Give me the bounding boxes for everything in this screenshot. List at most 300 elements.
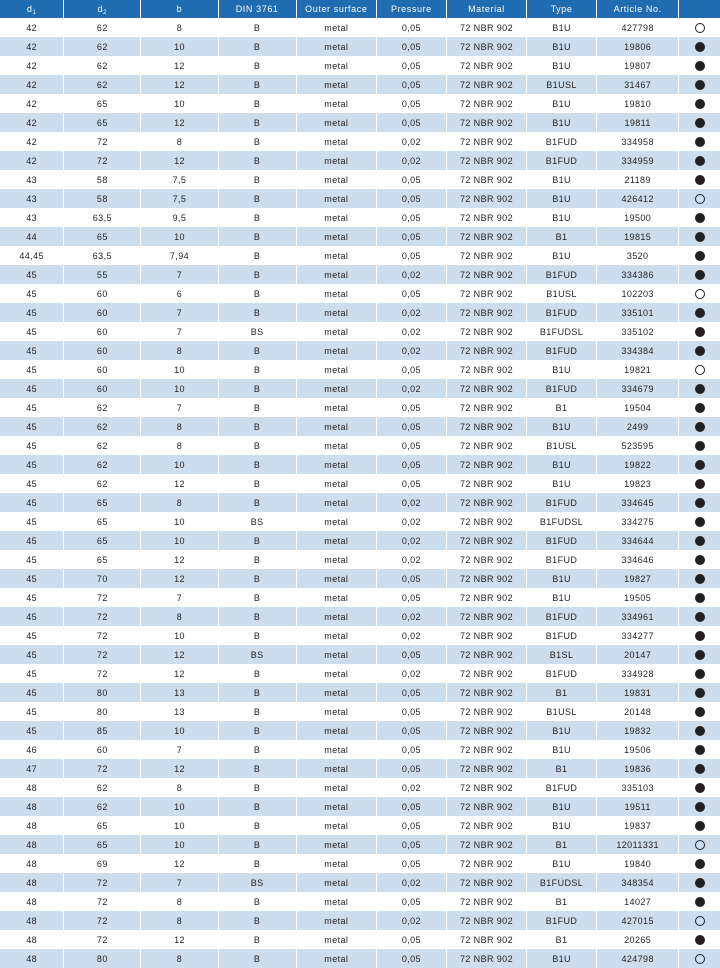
availability-indicator [679,417,720,436]
availability-dot-icon [695,327,705,337]
table-row[interactable] [0,854,720,873]
cell-b: 12 [141,151,218,170]
cell-outer: metal [296,455,376,474]
cell-pressure: 0,02 [376,132,446,151]
table-row[interactable] [0,18,720,37]
cell-d2: 60 [64,360,141,379]
cell-din: B [218,816,296,835]
cell-d2: 65 [64,94,141,113]
cell-b: 10 [141,379,218,398]
cell-type: B1U [527,94,597,113]
table-row[interactable] [0,626,720,645]
cell-material: 72 NBR 902 [446,816,526,835]
cell-d2: 65 [64,531,141,550]
table-row[interactable] [0,911,720,930]
cell-d2: 62 [64,474,141,493]
table-row[interactable] [0,151,720,170]
table-row[interactable] [0,512,720,531]
cell-type: B1USL [527,702,597,721]
cell-material: 72 NBR 902 [446,208,526,227]
availability-indicator [679,873,720,892]
cell-din: B [218,284,296,303]
cell-d2: 60 [64,379,141,398]
availability-dot-icon [695,118,705,128]
cell-outer: metal [296,341,376,360]
cell-din: B [218,474,296,493]
cell-d1: 42 [0,151,64,170]
table-row[interactable] [0,436,720,455]
table-row[interactable] [0,265,720,284]
cell-d2: 62 [64,18,141,37]
cell-d2: 60 [64,303,141,322]
cell-d1: 48 [0,930,64,949]
availability-indicator [679,911,720,930]
availability-dot-icon [695,42,705,52]
cell-din: B [218,417,296,436]
cell-material: 72 NBR 902 [446,113,526,132]
cell-pressure: 0,05 [376,56,446,75]
table-row[interactable] [0,702,720,721]
table-row[interactable] [0,170,720,189]
cell-article: 19822 [597,455,679,474]
availability-dot-icon [695,384,705,394]
cell-material: 72 NBR 902 [446,227,526,246]
availability-dot-icon [695,289,705,299]
cell-d2: 58 [64,189,141,208]
cell-d1: 45 [0,455,64,474]
table-row[interactable] [0,37,720,56]
cell-pressure: 0,05 [376,645,446,664]
table-row[interactable] [0,360,720,379]
cell-article: 2499 [597,417,679,436]
table-row[interactable] [0,892,720,911]
cell-b: 7 [141,398,218,417]
cell-type: B1 [527,892,597,911]
table-row[interactable] [0,588,720,607]
cell-b: 8 [141,607,218,626]
availability-dot-icon [695,365,705,375]
availability-indicator [679,816,720,835]
cell-material: 72 NBR 902 [446,512,526,531]
cell-d1: 47 [0,759,64,778]
availability-indicator [679,75,720,94]
table-row[interactable] [0,189,720,208]
cell-article: 427798 [597,18,679,37]
cell-din: B [218,493,296,512]
table-row[interactable] [0,132,720,151]
availability-dot-icon [695,631,705,641]
cell-article: 348354 [597,873,679,892]
cell-pressure: 0,05 [376,892,446,911]
cell-d1: 45 [0,303,64,322]
table-row[interactable] [0,797,720,816]
cell-article: 20147 [597,645,679,664]
cell-din: BS [218,322,296,341]
availability-indicator [679,37,720,56]
cell-article: 19836 [597,759,679,778]
cell-d1: 45 [0,436,64,455]
table-row[interactable] [0,949,720,968]
cell-d1: 43 [0,208,64,227]
availability-dot-icon [695,80,705,90]
table-row[interactable] [0,417,720,436]
cell-d2: 65 [64,816,141,835]
cell-material: 72 NBR 902 [446,607,526,626]
cell-pressure: 0,05 [376,455,446,474]
cell-material: 72 NBR 902 [446,702,526,721]
table-row[interactable] [0,208,720,227]
table-row[interactable] [0,721,720,740]
cell-type: B1U [527,474,597,493]
cell-material: 72 NBR 902 [446,132,526,151]
cell-material: 72 NBR 902 [446,75,526,94]
cell-b: 13 [141,702,218,721]
cell-d2: 60 [64,341,141,360]
cell-din: B [218,227,296,246]
cell-d2: 62 [64,37,141,56]
cell-type: B1U [527,56,597,75]
cell-article: 19504 [597,398,679,417]
cell-article: 19811 [597,113,679,132]
cell-b: 6 [141,284,218,303]
cell-type: B1FUDSL [527,873,597,892]
table-row[interactable] [0,531,720,550]
cell-material: 72 NBR 902 [446,759,526,778]
table-row[interactable] [0,455,720,474]
cell-d2: 62 [64,56,141,75]
cell-type: B1U [527,740,597,759]
table-row[interactable] [0,341,720,360]
availability-dot-icon [695,194,705,204]
cell-din: B [218,151,296,170]
cell-d1: 45 [0,284,64,303]
cell-outer: metal [296,683,376,702]
cell-article: 19831 [597,683,679,702]
cell-pressure: 0,02 [376,911,446,930]
cell-outer: metal [296,778,376,797]
cell-d1: 45 [0,360,64,379]
availability-dot-icon [695,422,705,432]
cell-pressure: 0,02 [376,626,446,645]
cell-d1: 45 [0,322,64,341]
availability-indicator [679,436,720,455]
table-row[interactable] [0,56,720,75]
cell-pressure: 0,02 [376,512,446,531]
table-row[interactable] [0,303,720,322]
table-header-row [0,0,720,18]
cell-b: 7 [141,303,218,322]
cell-b: 7 [141,265,218,284]
cell-outer: metal [296,132,376,151]
table-row[interactable] [0,569,720,588]
availability-indicator [679,284,720,303]
cell-outer: metal [296,740,376,759]
cell-pressure: 0,05 [376,417,446,436]
availability-dot-icon [695,517,705,527]
cell-d1: 42 [0,113,64,132]
table-row[interactable] [0,246,720,265]
availability-indicator [679,341,720,360]
availability-indicator [679,455,720,474]
cell-outer: metal [296,436,376,455]
cell-b: 10 [141,512,218,531]
cell-outer: metal [296,246,376,265]
availability-dot-icon [695,498,705,508]
cell-type: B1U [527,246,597,265]
table-row[interactable] [0,664,720,683]
table-row[interactable] [0,493,720,512]
availability-dot-icon [695,688,705,698]
cell-din: B [218,607,296,626]
cell-pressure: 0,05 [376,208,446,227]
cell-material: 72 NBR 902 [446,322,526,341]
cell-din: B [218,56,296,75]
cell-outer: metal [296,474,376,493]
cell-b: 9,5 [141,208,218,227]
cell-d1: 45 [0,550,64,569]
cell-d1: 45 [0,721,64,740]
cell-article: 3520 [597,246,679,265]
cell-type: B1U [527,18,597,37]
cell-din: BS [218,512,296,531]
table-row[interactable] [0,740,720,759]
cell-din: B [218,664,296,683]
availability-indicator [679,151,720,170]
cell-type: B1USL [527,75,597,94]
cell-material: 72 NBR 902 [446,94,526,113]
cell-d2: 72 [64,664,141,683]
cell-material: 72 NBR 902 [446,474,526,493]
table-row[interactable] [0,778,720,797]
cell-pressure: 0,02 [376,379,446,398]
cell-type: B1FUD [527,626,597,645]
availability-indicator [679,569,720,588]
table-row[interactable] [0,113,720,132]
availability-dot-icon [695,175,705,185]
cell-d1: 42 [0,37,64,56]
cell-d1: 42 [0,132,64,151]
table-row[interactable] [0,873,720,892]
cell-din: B [218,721,296,740]
cell-type: B1 [527,398,597,417]
cell-d1: 43 [0,189,64,208]
cell-d1: 43 [0,170,64,189]
cell-b: 8 [141,892,218,911]
cell-article: 19511 [597,797,679,816]
cell-article: 19500 [597,208,679,227]
cell-outer: metal [296,170,376,189]
cell-type: B1FUD [527,664,597,683]
cell-b: 10 [141,816,218,835]
availability-dot-icon [695,346,705,356]
availability-indicator [679,246,720,265]
cell-article: 523595 [597,436,679,455]
cell-din: B [218,208,296,227]
table-row[interactable] [0,835,720,854]
availability-indicator [679,892,720,911]
cell-type: B1U [527,854,597,873]
cell-outer: metal [296,227,376,246]
cell-b: 13 [141,683,218,702]
cell-d2: 62 [64,436,141,455]
cell-outer: metal [296,702,376,721]
cell-d2: 72 [64,151,141,170]
cell-b: 12 [141,56,218,75]
availability-dot-icon [695,23,705,33]
cell-outer: metal [296,664,376,683]
cell-article: 20265 [597,930,679,949]
cell-type: B1FUD [527,265,597,284]
availability-dot-icon [695,137,705,147]
cell-b: 10 [141,227,218,246]
cell-type: B1FUD [527,132,597,151]
table-row[interactable] [0,550,720,569]
cell-type: B1FUD [527,303,597,322]
table-row[interactable] [0,227,720,246]
availability-indicator [679,379,720,398]
cell-pressure: 0,05 [376,797,446,816]
cell-type: B1U [527,417,597,436]
availability-indicator [679,759,720,778]
cell-b: 12 [141,645,218,664]
cell-material: 72 NBR 902 [446,436,526,455]
cell-d1: 45 [0,607,64,626]
cell-d2: 70 [64,569,141,588]
cell-din: B [218,759,296,778]
cell-pressure: 0,05 [376,474,446,493]
cell-d2: 72 [64,626,141,645]
cell-article: 424798 [597,949,679,968]
cell-material: 72 NBR 902 [446,664,526,683]
cell-type: B1FUDSL [527,322,597,341]
table-row[interactable] [0,759,720,778]
availability-dot-icon [695,441,705,451]
table-row[interactable] [0,398,720,417]
cell-d1: 48 [0,873,64,892]
cell-d1: 45 [0,588,64,607]
cell-outer: metal [296,208,376,227]
cell-d1: 45 [0,569,64,588]
cell-outer: metal [296,379,376,398]
availability-dot-icon [695,403,705,413]
cell-b: 12 [141,113,218,132]
cell-type: B1U [527,455,597,474]
cell-article: 19810 [597,94,679,113]
availability-indicator [679,398,720,417]
cell-b: 12 [141,75,218,94]
table-row[interactable] [0,474,720,493]
cell-material: 72 NBR 902 [446,797,526,816]
cell-d2: 60 [64,322,141,341]
availability-indicator [679,360,720,379]
cell-outer: metal [296,75,376,94]
cell-pressure: 0,05 [376,949,446,968]
cell-outer: metal [296,284,376,303]
availability-indicator [679,721,720,740]
cell-d2: 60 [64,740,141,759]
cell-din: B [218,398,296,417]
table-row[interactable] [0,816,720,835]
cell-d2: 65 [64,493,141,512]
cell-outer: metal [296,18,376,37]
cell-din: B [218,569,296,588]
cell-type: B1FUD [527,151,597,170]
table-row[interactable] [0,683,720,702]
cell-pressure: 0,05 [376,227,446,246]
cell-d1: 45 [0,531,64,550]
availability-indicator [679,113,720,132]
cell-din: B [218,113,296,132]
availability-dot-icon [695,916,705,926]
cell-pressure: 0,02 [376,151,446,170]
cell-b: 10 [141,94,218,113]
availability-dot-icon [695,61,705,71]
cell-outer: metal [296,930,376,949]
cell-d1: 48 [0,835,64,854]
cell-din: B [218,911,296,930]
cell-b: 7 [141,322,218,341]
cell-type: B1U [527,37,597,56]
cell-din: B [218,455,296,474]
table-row[interactable] [0,94,720,113]
cell-d1: 45 [0,702,64,721]
column-header-stock [679,0,720,18]
cell-material: 72 NBR 902 [446,930,526,949]
cell-b: 10 [141,797,218,816]
cell-outer: metal [296,569,376,588]
cell-material: 72 NBR 902 [446,56,526,75]
cell-article: 334644 [597,531,679,550]
cell-b: 8 [141,18,218,37]
cell-din: B [218,702,296,721]
cell-material: 72 NBR 902 [446,151,526,170]
cell-material: 72 NBR 902 [446,18,526,37]
cell-pressure: 0,05 [376,94,446,113]
availability-dot-icon [695,232,705,242]
cell-article: 19506 [597,740,679,759]
table-row[interactable] [0,379,720,398]
cell-type: B1U [527,360,597,379]
column-header-din: DIN 3761 [218,0,296,18]
availability-indicator [679,18,720,37]
table-row[interactable] [0,75,720,94]
cell-type: B1U [527,816,597,835]
table-row[interactable] [0,284,720,303]
availability-dot-icon [695,213,705,223]
cell-outer: metal [296,189,376,208]
cell-d2: 80 [64,702,141,721]
availability-indicator [679,835,720,854]
cell-b: 7 [141,740,218,759]
table-row[interactable] [0,607,720,626]
cell-material: 72 NBR 902 [446,493,526,512]
column-header-outer: Outer surface [296,0,376,18]
cell-b: 10 [141,360,218,379]
cell-article: 334646 [597,550,679,569]
table-row[interactable] [0,645,720,664]
cell-b: 7 [141,873,218,892]
cell-outer: metal [296,816,376,835]
cell-outer: metal [296,797,376,816]
table-row[interactable] [0,322,720,341]
cell-outer: metal [296,303,376,322]
cell-material: 72 NBR 902 [446,873,526,892]
cell-d1: 45 [0,265,64,284]
cell-din: B [218,189,296,208]
table-row[interactable] [0,930,720,949]
cell-material: 72 NBR 902 [446,303,526,322]
cell-din: B [218,75,296,94]
